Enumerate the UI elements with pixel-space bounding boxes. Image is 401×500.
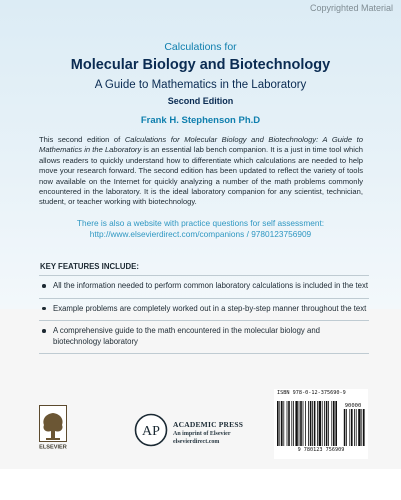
barcode-bar	[314, 401, 316, 446]
list-item	[39, 304, 369, 315]
publisher-imprint: An imprint of Elsevier	[173, 431, 231, 437]
barcode-bar	[312, 401, 313, 446]
divider	[39, 320, 369, 321]
bullet-icon	[42, 329, 46, 333]
addon-bar	[351, 409, 353, 446]
description-paragraph	[39, 135, 363, 208]
elsevier-tree-logo	[39, 405, 67, 451]
isbn-number: ISBN 978-0-12-375690-9	[277, 390, 346, 396]
barcode-bar	[279, 401, 280, 446]
publisher-name: ACADEMIC PRESS	[173, 420, 244, 429]
barcode-bar	[281, 401, 283, 446]
addon-bar	[344, 409, 346, 446]
addon-bar	[363, 409, 365, 446]
barcode-bar	[333, 401, 335, 446]
barcode-bar	[295, 401, 297, 446]
footer-strip	[0, 469, 401, 500]
website-intro: There is also a website with practice questions for self assessment:	[76, 218, 325, 228]
barcode-bar	[308, 401, 309, 446]
barcode-bars	[277, 401, 365, 446]
barcode-bar	[317, 401, 318, 446]
divider	[39, 275, 369, 276]
barcode-bar	[305, 401, 306, 446]
addon-bar	[349, 409, 350, 446]
key-features-heading: KEY FEATURES INCLUDE:	[40, 262, 139, 271]
barcode-bar	[303, 401, 304, 446]
bullet-icon	[42, 284, 46, 288]
author-name: Frank H. Stephenson Ph.D	[140, 115, 261, 126]
list-item	[39, 281, 369, 292]
barcode-bar	[288, 401, 290, 446]
feature-text: All the information needed to perform common laboratory calculations is included in the text	[53, 281, 369, 290]
addon-bar	[361, 409, 362, 446]
barcode-bar	[291, 401, 292, 446]
barcode-bar	[277, 401, 279, 446]
barcode-bar	[310, 401, 312, 446]
book-subtitle: A Guide to Mathematics in the Laboratory	[94, 79, 307, 91]
price-code: 90000	[344, 403, 362, 409]
barcode-bar	[287, 401, 288, 446]
feature-text: A comprehensive guide to the math encountered in the molecular biology and biotechnology laboratory	[53, 326, 320, 346]
list-item	[39, 326, 369, 347]
barcode-bar	[300, 401, 302, 446]
website-note	[0, 218, 401, 240]
barcode-digits: 9 780123 756909	[297, 447, 345, 453]
edition-label: Second Edition	[167, 96, 234, 106]
ap-monogram: AP	[142, 424, 160, 439]
feature-text: Example problems are completely worked out in a step-by-step manner throughout the text	[53, 303, 367, 313]
key-features-list	[39, 275, 369, 359]
description-book-title: Calculations for Molecular Biology and Biotechnology: A Guide to Mathematics in the Laboratory	[39, 135, 364, 155]
addon-bar	[358, 409, 360, 446]
website-url[interactable]: http://www.elsevierdirect.com/companions / 9780123756909	[89, 229, 312, 239]
description-text: is an essential lab bench companion. It is a just in time tool which allows readers to quickly understand how to differentiate which calculations are needed to help move your research forward. The second edition has been updated to reflect the variety of tools now available on the Internet for quickly analyzing a number of the math problems commonly encountered in the laboratory. It is the ideal laboratory companion for any scientist, technician, student, or teacher working with biotechnology.	[39, 145, 363, 207]
addon-bar	[346, 409, 347, 446]
barcode-bar	[324, 401, 325, 446]
addon-bar	[356, 409, 357, 446]
title-prefix: Calculations for	[164, 41, 237, 53]
copyright-notice: Copyrighted Material	[309, 3, 393, 13]
isbn-barcode	[274, 389, 368, 459]
description-text: This second edition of	[39, 135, 125, 144]
barcode-bar	[331, 401, 332, 446]
barcode-bar	[293, 401, 294, 446]
barcode-bar	[283, 401, 284, 446]
publisher-website: elsevierdirect.com	[173, 439, 220, 445]
barcode-bar	[319, 401, 321, 446]
barcode-bar	[299, 401, 300, 446]
barcode-bar	[335, 401, 337, 446]
divider	[39, 353, 369, 354]
bullet-icon	[42, 307, 46, 311]
barcode-bar	[326, 401, 328, 446]
academic-press-logo	[134, 413, 168, 447]
book-title: Molecular Biology and Biotechnology	[70, 57, 331, 73]
addon-bar	[354, 409, 355, 446]
elsevier-wordmark: ELSEVIER	[39, 444, 67, 451]
barcode-bar	[322, 401, 323, 446]
barcode-bar	[328, 401, 329, 446]
divider	[39, 298, 369, 299]
